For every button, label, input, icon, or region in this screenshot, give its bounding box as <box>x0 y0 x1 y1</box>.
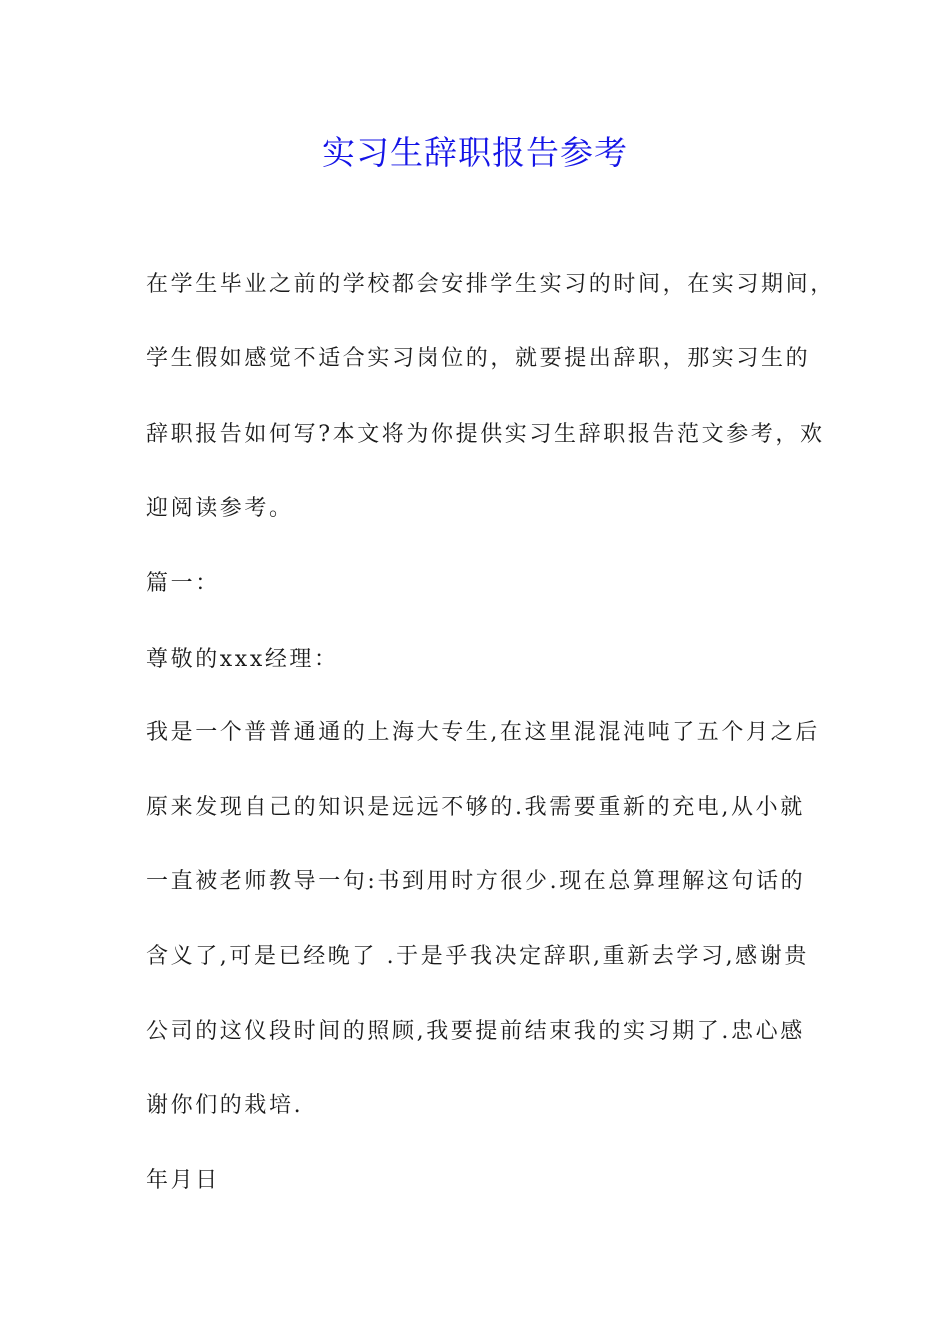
body-line-1: 在学生毕业之前的学校都会安排学生实习的时间，在实习期间， <box>146 272 835 297</box>
document-title: 实习生辞职报告参考 <box>322 133 628 172</box>
date-line: 年月日 <box>146 1168 220 1193</box>
letter-line-3: 一直被老师教导一句:书到用时方很少.现在总算理解这句话的 <box>146 869 806 894</box>
letter-line-4: 含义了,可是已经晚了 .于是乎我决定辞职,重新去学习,感谢贵 <box>146 944 809 969</box>
letter-line-1: 我是一个普普通通的上海大专生,在这里混混沌吨了五个月之后 <box>146 720 820 745</box>
letter-line-6: 谢你们的栽培. <box>146 1093 304 1118</box>
section-heading: 篇一： <box>146 571 220 596</box>
letter-line-5: 公司的这仪段时间的照顾,我要提前结束我的实习期了.忠心感 <box>146 1019 805 1044</box>
body-line-4: 迎阅读参考。 <box>146 496 294 521</box>
salutation: 尊敬的xxx经理： <box>146 647 339 672</box>
letter-line-2: 原来发现自己的知识是远远不够的.我需要重新的充电,从小就 <box>146 795 805 820</box>
body-line-3: 辞职报告如何写?本文将为你提供实习生辞职报告范文参考，欢 <box>146 422 825 447</box>
body-line-2: 学生假如感觉不适合实习岗位的，就要提出辞职，那实习生的 <box>146 346 811 371</box>
